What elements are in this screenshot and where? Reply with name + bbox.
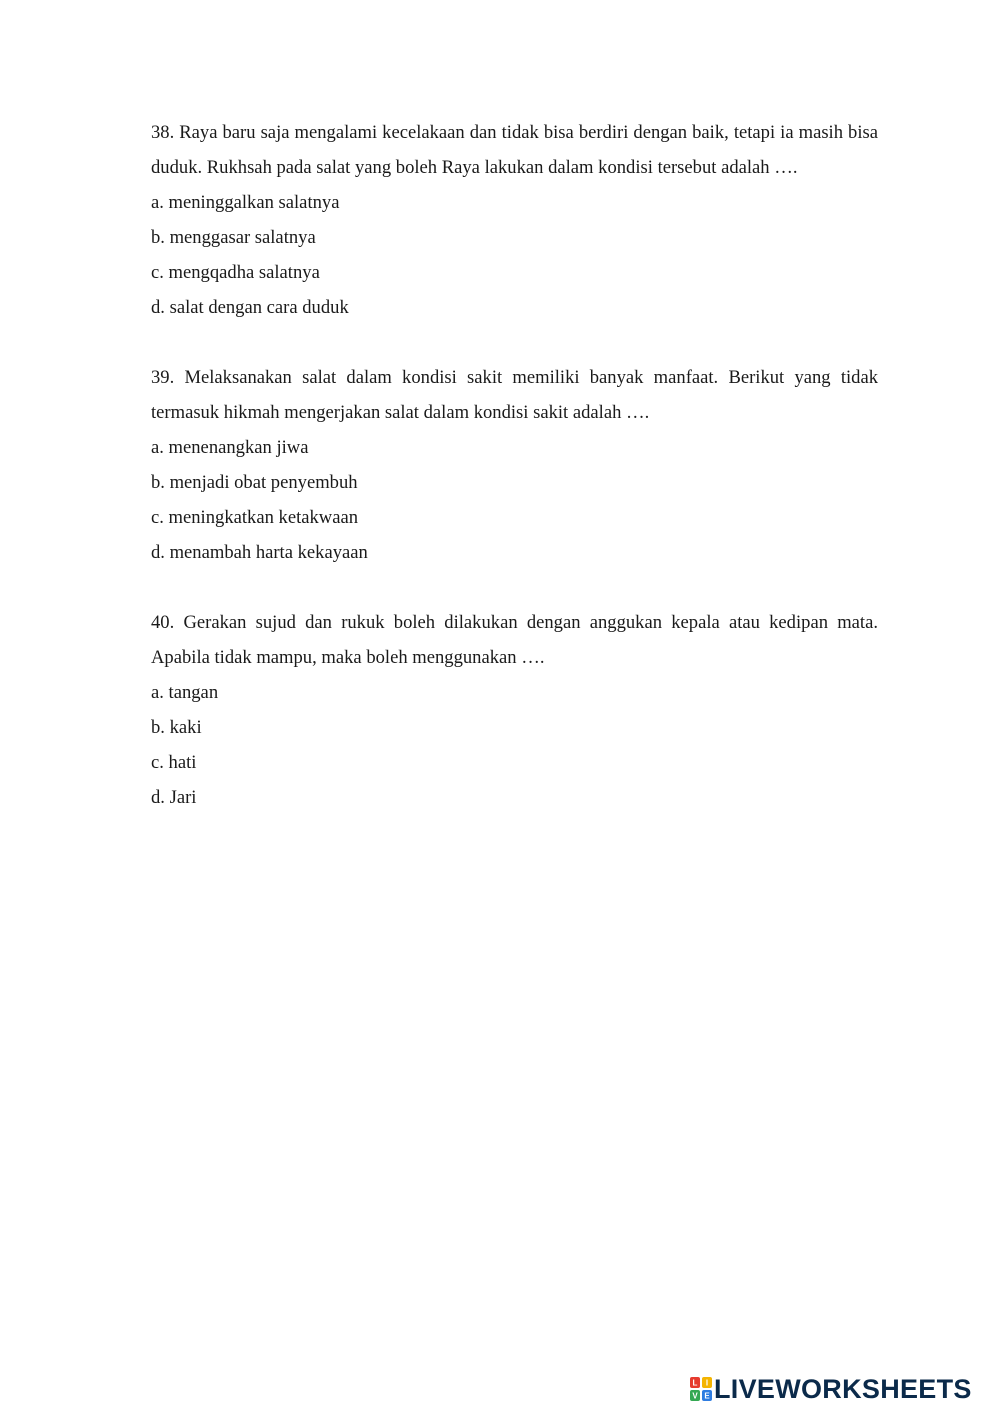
question-38-option-a: a. meninggalkan salatnya — [151, 192, 340, 213]
question-40-option-a: a. tangan — [151, 682, 219, 703]
question-38-options — [151, 185, 878, 325]
question-39-option-a: a. menenangkan jiwa — [151, 437, 309, 458]
question-38 — [151, 115, 878, 325]
liveworksheets-logo-icon — [690, 1377, 712, 1401]
question-38-option-d: d. salat dengan cara duduk — [151, 297, 349, 318]
question-40-stem: 40. Gerakan sujud dan rukuk boleh dilakukan dengan anggukan kepala atau kedipan mata. Apabila tidak mampu, maka boleh menggunakan …. — [151, 612, 878, 668]
question-39-option-c: c. meningkatkan ketakwaan — [151, 507, 359, 528]
svg-text:V: V — [692, 1391, 698, 1401]
question-38-option-b: b. menggasar salatnya — [151, 227, 316, 248]
question-39-option-d: d. menambah harta kekayaan — [151, 542, 368, 563]
question-39-option-b: b. menjadi obat penyembuh — [151, 472, 358, 493]
question-38-option-c: c. mengqadha salatnya — [151, 262, 320, 283]
worksheet-page — [151, 115, 878, 850]
question-40-option-b: b. kaki — [151, 717, 202, 738]
svg-text:E: E — [704, 1391, 710, 1401]
svg-text:I: I — [705, 1378, 709, 1388]
question-40-option-d: d. Jari — [151, 787, 197, 808]
question-39-stem: 39. Melaksanakan salat dalam kondisi sakit memiliki banyak manfaat. Berikut yang tidak termasuk hikmah mengerjakan salat dalam kondisi sakit adalah …. — [151, 367, 878, 423]
question-38-stem: 38. Raya baru saja mengalami kecelakaan dan tidak bisa berdiri dengan baik, tetapi ia masih bisa duduk. Rukhsah pada salat yang boleh Raya lakukan dalam kondisi tersebut adalah …. — [151, 122, 878, 178]
question-39 — [151, 360, 878, 570]
liveworksheets-brand-text: LIVEWORKSHEETS — [714, 1374, 972, 1404]
question-39-options — [151, 430, 878, 570]
question-40-option-c: c. hati — [151, 752, 197, 773]
question-40-options — [151, 675, 878, 815]
svg-text:L: L — [692, 1378, 698, 1388]
liveworksheets-brand[interactable] — [690, 1374, 972, 1404]
question-40 — [151, 605, 878, 815]
